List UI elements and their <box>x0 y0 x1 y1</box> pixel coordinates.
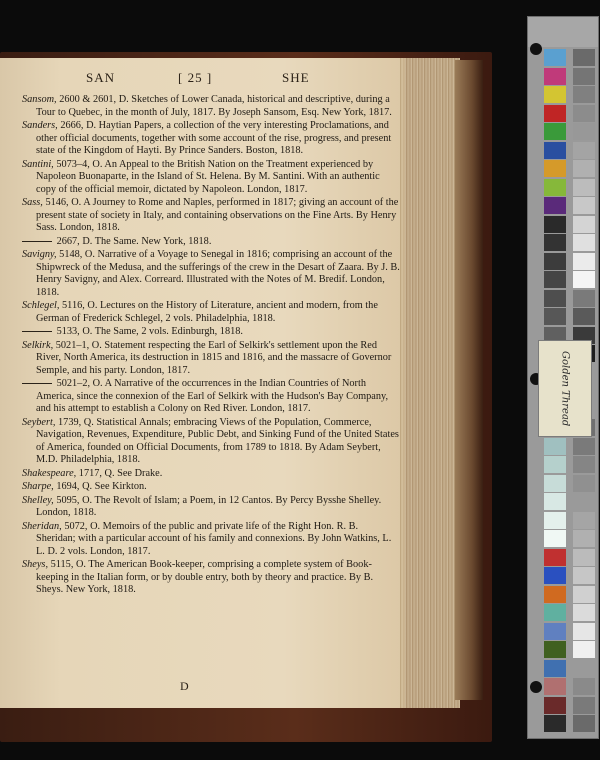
gray-swatch <box>573 697 595 714</box>
color-swatch <box>544 697 566 714</box>
gray-swatch <box>573 68 595 85</box>
entry-text: 5146, O. A Journey to Rome and Naples, performed in 1817; giving an account of the present state of society in Italy, and containing observations on the Fine Arts. By Henry Sass. London, 1818. <box>36 197 399 233</box>
entry-text: 5072, O. Memoirs of the public and private life of the Right Hon. R. B. Sheridan; with a particular account of his family and connexions. By John Watkins, L. L. D. 2 vols. London, 1817. <box>36 520 392 557</box>
running-head <box>0 70 405 90</box>
entry-author: Santini, <box>22 158 54 170</box>
entry-text: 5095, O. The Revolt of Islam; a Poem, in 12 Cantos. By Percy Bysshe Shelley. London, 1818. <box>36 494 382 518</box>
catalog-entry <box>22 481 400 494</box>
target-brand-label: Golden Thread <box>538 340 592 437</box>
gray-swatch <box>573 438 595 455</box>
book-fore-edge <box>455 60 483 700</box>
entry-author: Shelley, <box>22 494 54 506</box>
entry-author: Shakespeare, <box>22 467 77 479</box>
color-swatch <box>544 678 566 695</box>
gray-swatch <box>573 86 595 103</box>
color-swatch <box>544 623 566 640</box>
color-swatch <box>544 68 566 85</box>
catalog-entry <box>22 197 400 235</box>
color-swatch <box>544 438 566 455</box>
gray-swatch <box>573 234 595 251</box>
page-edges <box>400 58 460 708</box>
catalog-entry <box>22 249 400 299</box>
target-header <box>528 17 598 47</box>
gray-swatch <box>573 549 595 566</box>
entry-author: Seybert, <box>22 416 56 428</box>
catalog-entry <box>22 495 400 520</box>
entry-text: 5021–2, O. A Narrative of the occurrences in the Indian Countries of North America, since the connexion of the Earl of Selkirk with the Hudson's Bay Company, and his attempt to establish a Colony on Red River. London, 1817. <box>36 378 389 414</box>
entry-text: 5148, O. Narrative of a Voyage to Senegal in 1816; comprising an account of the Shipwreck of the Medusa, and the sufferings of the crew in the Desart of Zaara. By J. B. Henry Savigny, and Alex. Correard. Illustrated with the Notes of M. Bredif. London, 1818. <box>36 249 400 298</box>
catalog-entry <box>22 417 400 467</box>
color-swatch <box>544 308 566 325</box>
color-swatch <box>544 142 566 159</box>
entry-author: Schlegel, <box>22 300 60 311</box>
gray-swatch <box>573 475 595 492</box>
ditto-dash <box>22 331 52 332</box>
color-swatch <box>544 86 566 103</box>
running-head-left: SAN <box>86 70 116 85</box>
gray-swatch <box>573 160 595 177</box>
color-swatch <box>544 641 566 658</box>
entry-text: 2600 & 2601, D. Sketches of Lower Canada, historical and descriptive, during a Tour to Quebec, in the month of July, 1817. By Joseph Sansom, Esq. New York, 1817. <box>36 94 392 118</box>
gray-swatch <box>573 660 595 677</box>
catalog-entry <box>22 326 400 339</box>
color-swatch <box>544 49 566 66</box>
gray-swatch <box>573 271 595 288</box>
gray-swatch <box>573 216 595 233</box>
color-swatch <box>544 456 566 473</box>
gray-swatch <box>573 641 595 658</box>
entry-author: Sansom, <box>22 94 57 105</box>
catalog-entry <box>22 300 400 325</box>
gray-swatch <box>573 493 595 510</box>
gray-swatch <box>573 253 595 270</box>
color-swatch <box>544 660 566 677</box>
gray-swatch <box>573 308 595 325</box>
gray-swatch <box>573 197 595 214</box>
catalog-entry <box>22 521 400 559</box>
gray-swatch <box>573 49 595 66</box>
registration-hole <box>530 681 542 693</box>
color-swatch <box>544 179 566 196</box>
ditto-dash <box>22 383 52 384</box>
page-number: [ 25 ] <box>178 70 213 85</box>
gray-swatch <box>573 142 595 159</box>
color-swatch <box>544 271 566 288</box>
gray-swatch <box>573 586 595 603</box>
registration-hole <box>530 43 542 55</box>
gray-swatch <box>573 105 595 122</box>
entry-text: 5021–1, O. Statement respecting the Earl of Selkirk's settlement upon the Red River, North America, its destruction in 1815 and 1816, and the massacre of Governor Semple, and his party. London, 1817. <box>36 339 392 376</box>
color-swatch <box>544 475 566 492</box>
gray-swatch <box>573 456 595 473</box>
gray-swatch <box>573 567 595 584</box>
catalog-entry <box>22 159 400 197</box>
running-head-right: SHE <box>282 70 310 85</box>
catalog-entry <box>22 468 400 481</box>
gray-swatch <box>573 179 595 196</box>
ditto-dash <box>22 241 52 242</box>
entry-text: 5133, O. The Same, 2 vols. Edinburgh, 1818. <box>54 326 243 337</box>
catalog-entry <box>22 559 400 597</box>
gray-swatch <box>573 290 595 307</box>
color-swatch <box>544 160 566 177</box>
entry-text: 1717, Q. See Drake. <box>76 467 163 479</box>
catalog-entry <box>22 236 400 249</box>
color-swatch <box>544 216 566 233</box>
gray-swatch <box>573 123 595 140</box>
color-swatch <box>544 105 566 122</box>
entry-text: 5073–4, O. An Appeal to the British Nation on the Treatment experienced by Napoleon Buonaparte, in the Island of St. Helena. By M. Santini. With an authentic copy of the official memoir, dictated by Napoleon. London, 1817. <box>36 158 380 195</box>
color-swatch <box>544 493 566 510</box>
gray-swatch <box>573 623 595 640</box>
color-swatch <box>544 253 566 270</box>
gray-swatch <box>573 530 595 547</box>
entry-author: Sharpe, <box>22 481 54 492</box>
catalog-entry <box>22 120 400 158</box>
color-swatch <box>544 290 566 307</box>
gray-swatch <box>573 604 595 621</box>
entry-text: 1694, Q. See Kirkton. <box>53 481 147 492</box>
entry-author: Sanders, <box>22 120 58 131</box>
entry-text: 2666, D. Haytian Papers, a collection of the very interesting Proclamations, and other official documents, together with some account of the rise, progress, and present state of the Kingdom of Hayti. By Prince Sanders. Boston, 1818. <box>36 120 392 156</box>
color-swatch <box>544 234 566 251</box>
entry-author: Sass, <box>22 197 43 208</box>
color-swatch <box>544 567 566 584</box>
signature-mark: D <box>180 679 189 693</box>
catalog-entry <box>22 94 400 119</box>
gray-swatch <box>573 715 595 732</box>
color-swatch <box>544 123 566 140</box>
gray-swatch <box>573 678 595 695</box>
catalog-entries <box>22 94 400 598</box>
entry-author: Savigny, <box>22 249 57 260</box>
entry-author: Sheridan, <box>22 520 62 532</box>
entry-text: 2667, D. The Same. New York, 1818. <box>54 235 212 247</box>
color-swatch <box>544 586 566 603</box>
entry-author: Selkirk, <box>22 339 54 351</box>
gray-swatch <box>573 512 595 529</box>
entry-text: 5115, O. The American Book-keeper, comprising a complete system of Book-keeping in the Italian form, or by double entry, both by theory and practice. By B. Sheys. New York, 1818. <box>36 559 374 595</box>
color-swatch <box>544 715 566 732</box>
color-swatch <box>544 512 566 529</box>
color-swatch <box>544 549 566 566</box>
entry-author: Sheys, <box>22 559 49 570</box>
color-swatch <box>544 197 566 214</box>
color-swatch <box>544 530 566 547</box>
entry-text: 5116, O. Lectures on the History of Literature, ancient and modern, from the German of Frederick Schlegel, 2 vols. Philadelphia, 1818. <box>36 300 378 324</box>
color-swatch <box>544 604 566 621</box>
catalog-entry <box>22 340 400 378</box>
entry-text: 1739, Q. Statistical Annals; embracing Views of the Population, Commerce, Navigation, Revenues, Expenditure, Public Debt, and Sinking Fund of the United States of America, founded on Official Documents, from 1789 to 1818. By Adam Seybert, M.D. Philadelphia, 1818. <box>36 416 399 465</box>
catalog-entry <box>22 378 400 416</box>
